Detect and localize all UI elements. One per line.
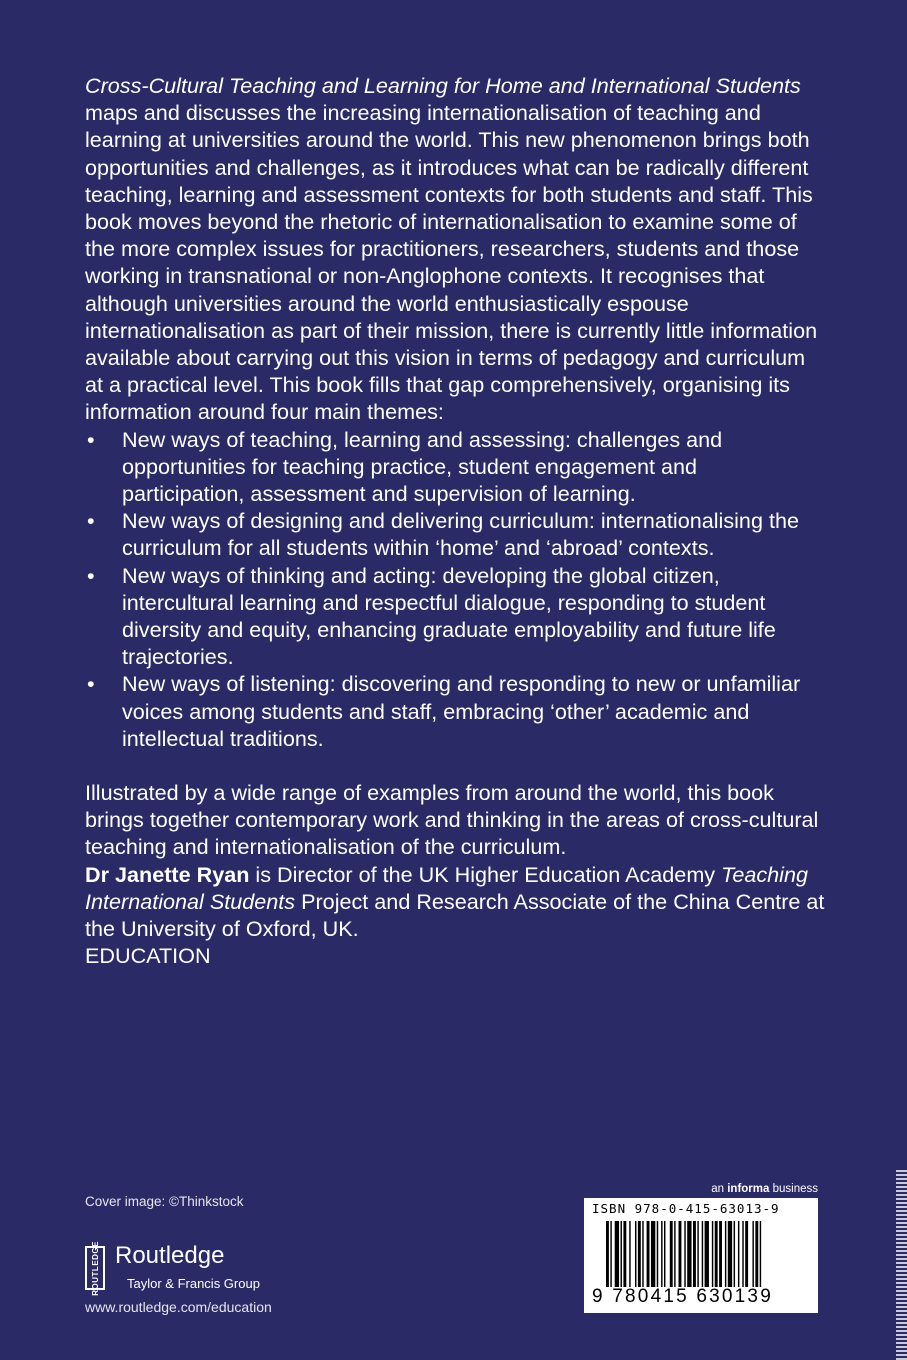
barcode-bar xyxy=(621,1221,622,1287)
barcode-bar xyxy=(638,1221,641,1287)
bullet-icon: • xyxy=(87,562,95,588)
barcode-bar xyxy=(687,1221,691,1287)
theme-item xyxy=(85,670,825,752)
barcode-bar xyxy=(745,1221,748,1287)
author-name: Dr Janette Ryan xyxy=(85,861,250,887)
barcode-bar xyxy=(728,1221,732,1287)
barcode-icon xyxy=(606,1221,810,1287)
barcode-bar xyxy=(642,1221,643,1287)
barcode-bar xyxy=(705,1221,709,1287)
barcode-bar xyxy=(693,1221,696,1287)
bullet-icon: • xyxy=(87,671,95,697)
ean-first-digit: 9 xyxy=(592,1286,605,1307)
isbn-text: ISBN 978-0-415-63013-9 xyxy=(592,1201,780,1216)
barcode-bar xyxy=(738,1221,739,1287)
author-project: Teaching International Students xyxy=(85,861,808,914)
barcode-bar xyxy=(760,1221,761,1287)
ean-group-2: 630139 xyxy=(696,1286,773,1307)
book-title-italic: Cross-Cultural Teaching and Learning for Home and International Students xyxy=(85,73,801,98)
summary-paragraph: Illustrated by a wide range of examples from around the world, this book brings together contemporary work and thinking in the areas of cross-cultural teaching and internationalisation of the curriculum. xyxy=(85,780,819,860)
themes-list xyxy=(85,426,825,752)
barcode-bar xyxy=(715,1221,718,1287)
author-bio-text-2: Project and Research Associate of the China Centre at the University of Oxford, UK. xyxy=(85,888,825,942)
barcode-bar xyxy=(657,1221,658,1287)
ean-group-1: 780415 xyxy=(612,1286,689,1307)
barcode-panel xyxy=(584,1198,818,1313)
author-bio xyxy=(85,861,825,943)
barcode-bar xyxy=(702,1221,703,1287)
bullet-icon: • xyxy=(87,426,95,452)
informa-business-tag xyxy=(600,1183,818,1195)
barcode-bar xyxy=(670,1221,673,1287)
publisher-group: Taylor & Francis Group xyxy=(127,1276,260,1291)
theme-item xyxy=(85,562,825,671)
subject-category: EDUCATION xyxy=(85,943,211,969)
barcode-bar xyxy=(725,1221,726,1287)
barcode-bar xyxy=(623,1221,626,1287)
barcode-bar xyxy=(674,1221,675,1287)
theme-item xyxy=(85,507,825,561)
theme-text: New ways of designing and delivering curriculum: internationalising the curriculum for all students within ‘home’ and ‘abroad’ contexts. xyxy=(122,508,799,561)
theme-text: New ways of teaching, learning and assessing: challenges and opportunities for teaching practice, student engagement and participation, assessment and supervision of learning. xyxy=(122,426,723,507)
barcode-bar xyxy=(697,1221,698,1287)
barcode-bar xyxy=(615,1221,619,1287)
ean-digits xyxy=(592,1286,773,1308)
informa-prefix: an xyxy=(711,1183,728,1195)
back-cover-blurb xyxy=(85,72,825,970)
author-bio-text-1: is Director of the UK Higher Education Academy xyxy=(249,861,722,887)
informa-bold: informa xyxy=(727,1183,770,1195)
barcode-bar xyxy=(610,1221,611,1287)
barcode-bar xyxy=(684,1221,685,1287)
edge-stripe xyxy=(896,1170,907,1360)
theme-item xyxy=(85,426,825,508)
routledge-mark-text: ROUTLEDGE xyxy=(90,1240,100,1296)
intro-text: maps and discusses the increasing internationalisation of teaching and learning at universities around the world. This new phenomenon brings both opportunities and challenges, as it introduces what can be radically different teaching, learning and assessment contexts for both students and staff. This book moves beyond the rhetoric of internationalisation to examine some of the more complex issues for practitioners, researchers, students and those working in transnational or non-Anglophone contexts. It recognises that although universities around the world enthusiastically espouse internationalisation as part of their mission, there is currently little information available about carrying out this vision in terms of pedagogy and curriculum at a practical level. This book fills that gap comprehensively, organising its information around four main themes: xyxy=(85,100,818,425)
barcode-bar xyxy=(755,1221,758,1287)
barcode-bar xyxy=(752,1221,753,1287)
routledge-logo xyxy=(85,1240,305,1296)
routledge-mark-icon xyxy=(85,1240,105,1296)
barcode-bar xyxy=(635,1221,636,1287)
intro-paragraph xyxy=(85,72,825,426)
barcode-bar xyxy=(679,1221,682,1287)
barcode-bar xyxy=(712,1221,713,1287)
barcode-bar xyxy=(651,1221,655,1287)
barcode-bar xyxy=(629,1221,630,1287)
informa-suffix: business xyxy=(769,1183,818,1195)
barcode-bar xyxy=(606,1221,609,1287)
cover-credit: Cover image: ©Thinkstock xyxy=(85,1194,244,1209)
barcode-bar xyxy=(719,1221,722,1287)
barcode-bar xyxy=(742,1221,743,1287)
theme-text: New ways of thinking and acting: developing the global citizen, intercultural learning and respectful dialogue, responding to student diversity and equity, enhancing graduate employability and future life trajectories. xyxy=(122,562,776,670)
theme-text: New ways of listening: discovering and responding to new or unfamiliar voices among students and staff, embracing ‘other’ academic and intellectual traditions. xyxy=(122,671,801,751)
publisher-name: Routledge xyxy=(115,1242,225,1269)
barcode-bar xyxy=(661,1221,662,1287)
barcode-bar xyxy=(647,1221,650,1287)
barcode-bar xyxy=(664,1221,665,1287)
barcode-bar xyxy=(734,1221,735,1287)
bullet-icon: • xyxy=(87,508,95,534)
publisher-url[interactable]: www.routledge.com/education xyxy=(85,1299,272,1315)
